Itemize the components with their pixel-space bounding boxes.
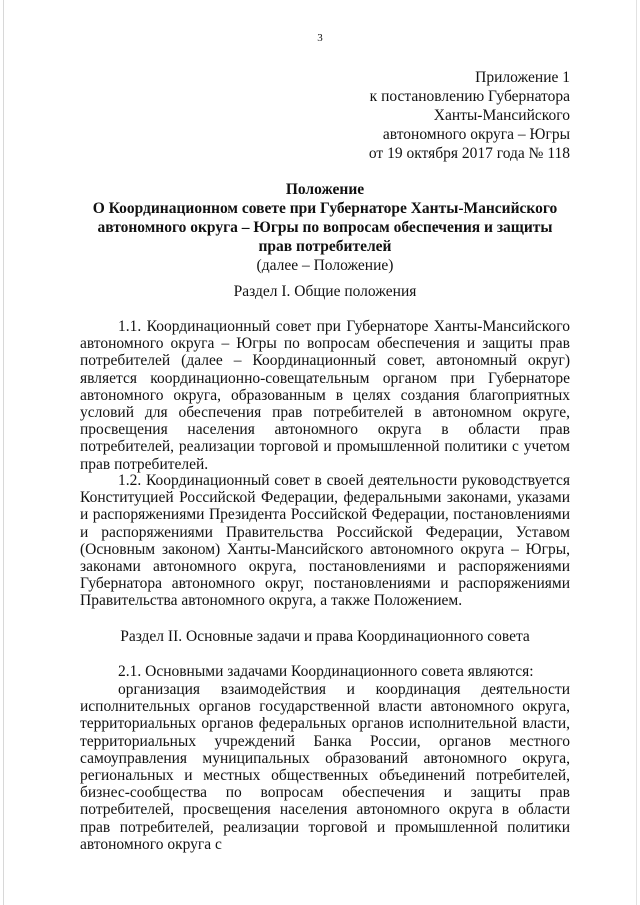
section-1-heading: Раздел I. Общие положения	[233, 283, 417, 300]
appendix-line: от 19 октября 2017 года № 118	[368, 145, 570, 162]
paragraph-1-2: 1.2. Координационный совет в своей деятельности руководствуется Конституцией Российской Федерации, федеральными законами, указами и распоряжениями Президента Российской Федерации, постановлениями и распоряжениями Правительства Российской Федерации, Уставом (Основным законом) Ханты-Мансийского автономного округа – Югры, законами автономного округа, постановлениями и распоряжениями Губернатора автономного округ, постановлениями и распоряжениями Правительства автономного округа, а также Положением.	[80, 472, 570, 610]
scan-edge-left	[3, 0, 4, 905]
appendix-line: Приложение 1	[475, 69, 570, 86]
appendix-line: автономного округа – Югры	[382, 126, 570, 143]
document-title	[80, 180, 570, 275]
paragraph-2-1-item: организация взаимодействия и координация деятельности исполнительных органов государственной власти автономного округа, территориальных органов федеральных органов исполнительной власти, территориальных учреждений Банка России, органов местного самоуправления муниципальных образований автономного округа, региональных и местных общественных объединений потребителей, бизнес-сообщества по вопросам обеспечения и защиты прав потребителей, просвещения населения автономного округа в области прав потребителей, реализации торговой и промышленной политики автономного округа с	[80, 681, 570, 853]
title-subject: О Координационном совете при Губернаторе Ханты-Мансийского автономного округа – Югры по вопросам обеспечения и защиты прав потребителей	[92, 200, 558, 255]
section-2-heading: Раздел II. Основные задачи и права Координационного совета	[120, 628, 530, 645]
scan-edge-right	[636, 0, 637, 905]
appendix-line: к постановлению Губернатора	[369, 88, 570, 105]
paragraph-2-1: 2.1. Основными задачами Координационного совета являются:	[118, 663, 534, 680]
appendix-header	[369, 68, 570, 163]
paragraph-1-1: 1.1. Координационный совет при Губернаторе Ханты-Мансийского автономного округа – Югры по вопросам обеспечения и защиты прав потребителей (далее – Координационный совет, автономный округ) является координационно-совещательным органом при Губернаторе автономного округа, образованным в целях создания благоприятных условий для обеспечения прав потребителей в автономном округе, просвещения населения автономного округа в области прав потребителей, реализации торговой и промышленной политики с учетом прав потребителей.	[80, 318, 570, 473]
title-heading: Положение	[285, 181, 365, 198]
page-number: 3	[317, 32, 323, 44]
title-abbreviation: (далее – Положение)	[256, 257, 394, 274]
appendix-line: Ханты-Мансийского	[433, 107, 570, 124]
